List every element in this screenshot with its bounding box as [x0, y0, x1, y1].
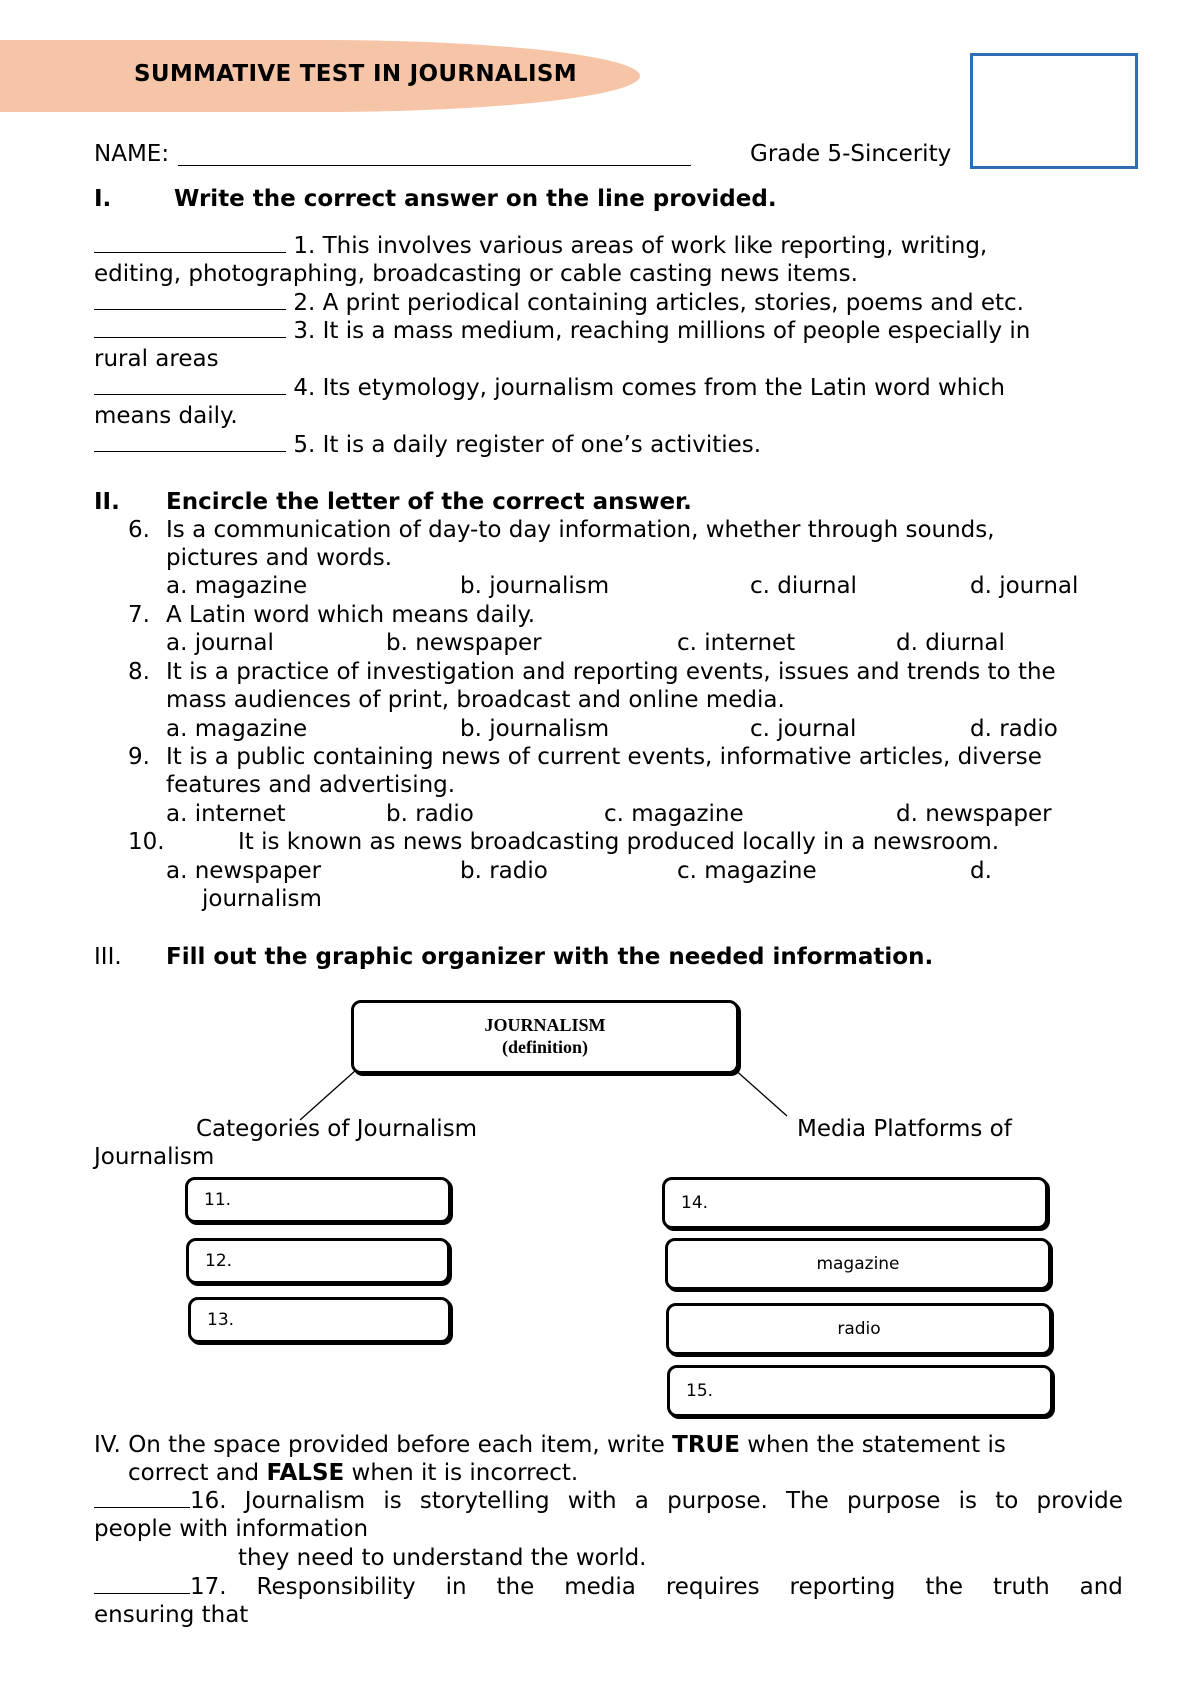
part4-instruction-cont [128, 1459, 578, 1487]
grade-section: Grade 5-Sincerity [750, 141, 952, 167]
statement-word: and [1079, 1574, 1123, 1600]
question-text-cont: features and advertising. [166, 772, 456, 798]
item-number: 3. [293, 318, 316, 344]
statement-word: storytelling [419, 1488, 550, 1514]
item-number: 17. [190, 1574, 227, 1600]
connector-left [300, 1070, 356, 1120]
right-column-heading-cont: Journalism [94, 1144, 215, 1170]
statement-cont: ensuring that [94, 1602, 249, 1628]
platform-label: radio [837, 1319, 881, 1339]
category-box[interactable] [188, 1297, 451, 1343]
category-box[interactable] [186, 1238, 450, 1284]
item-number: 4. [293, 375, 316, 401]
platform-box[interactable] [666, 1303, 1052, 1355]
part1-numeral: I. [94, 186, 112, 212]
statement-cont: they need to understand the world. [238, 1545, 647, 1571]
statement-word: is [958, 1488, 978, 1514]
choice-b[interactable]: b. journalism [460, 716, 610, 742]
choice-b[interactable]: b. newspaper [386, 630, 542, 656]
choice-d[interactable]: d. diurnal [896, 630, 1005, 656]
question-text-cont: rural areas [94, 346, 219, 372]
center-box-subtitle: (definition) [501, 1037, 588, 1057]
part4-instruction [94, 1431, 1006, 1459]
choice-a[interactable]: a. journal [166, 630, 274, 656]
item-number: 6. [128, 517, 150, 543]
choice-d[interactable]: d. journal [970, 573, 1079, 599]
part2-numeral: II. [94, 489, 120, 515]
question-16 [94, 1487, 1123, 1515]
part3-numeral: III. [94, 944, 122, 970]
question-text: It is a daily register of one’s activities. [322, 432, 762, 458]
part2-instruction: Encircle the letter of the correct answer. [166, 489, 692, 515]
question-text: This involves various areas of work like reporting, writing, [322, 233, 988, 259]
choice-a[interactable]: a. magazine [166, 716, 308, 742]
instruction-text: when the statement is [739, 1432, 1006, 1458]
choice-a[interactable]: a. magazine [166, 573, 308, 599]
choice-b[interactable]: b. radio [460, 858, 548, 884]
question-text-cont: pictures and words. [166, 545, 393, 571]
question-text: It is a practice of investigation and reporting events, issues and trends to the [166, 659, 1056, 685]
choice-d[interactable]: d. newspaper [896, 801, 1052, 827]
answer-blank[interactable] [94, 1573, 190, 1594]
question-text: Is a communication of day-to day information, whether through sounds, [166, 517, 995, 543]
platform-label: magazine [816, 1254, 900, 1274]
false-keyword: FALSE [266, 1460, 345, 1486]
statement-word: truth [993, 1574, 1050, 1600]
choice-c[interactable]: c. magazine [677, 858, 817, 884]
choice-d[interactable]: d. [970, 858, 992, 884]
organizer-center-box[interactable] [351, 1000, 739, 1074]
item-number: 7. [128, 602, 150, 628]
statement-word: purpose [847, 1488, 941, 1514]
statement-word: is [383, 1488, 402, 1514]
question-17 [94, 1573, 1123, 1601]
box-number: 15. [686, 1381, 714, 1401]
item-number: 10. [128, 829, 165, 855]
statement-word: purpose. [667, 1488, 768, 1514]
box-number: 14. [681, 1193, 709, 1213]
statement-word: provide [1036, 1488, 1123, 1514]
platform-box[interactable] [667, 1365, 1053, 1417]
choice-c[interactable]: c. diurnal [750, 573, 857, 599]
choice-a[interactable]: a. internet [166, 801, 286, 827]
question-text-cont: mass audiences of print, broadcast and online media. [166, 687, 785, 713]
statement-word: the [925, 1574, 964, 1600]
question-text: A Latin word which means daily. [166, 602, 536, 628]
question-text: A print periodical containing articles, stories, poems and etc. [322, 290, 1024, 316]
choice-c[interactable]: c. magazine [604, 801, 744, 827]
question-text: It is a mass medium, reaching millions of people especially in [322, 318, 1031, 344]
statement-word: with [567, 1488, 617, 1514]
box-number: 11. [204, 1190, 232, 1210]
question-text: Its etymology, journalism comes from the Latin word which [322, 375, 1005, 401]
item-number: 9. [128, 744, 150, 770]
statement-word: requires [665, 1574, 760, 1600]
statement-word: The [786, 1488, 829, 1514]
center-box-title: JOURNALISM [484, 1015, 606, 1035]
part4-numeral: IV. [94, 1432, 121, 1458]
statement-word: Journalism [244, 1488, 366, 1514]
right-column-heading: Media Platforms of [797, 1116, 1012, 1142]
choice-c[interactable]: c. journal [750, 716, 857, 742]
page-title: SUMMATIVE TEST IN JOURNALISM [134, 61, 577, 87]
statement-word: Responsibility [256, 1574, 416, 1600]
box-number: 12. [205, 1251, 233, 1271]
name-label: NAME: [94, 141, 170, 167]
item-number: 1. [293, 233, 316, 259]
instruction-text: On the space provided before each item, write [128, 1432, 673, 1458]
statement-word: the [496, 1574, 535, 1600]
statement-word: media [564, 1574, 636, 1600]
choice-b[interactable]: b. journalism [460, 573, 610, 599]
part1-instruction: Write the correct answer on the line provided. [174, 186, 777, 212]
connector-right [733, 1068, 787, 1116]
choice-d-cont: journalism [202, 886, 322, 912]
statement-word: reporting [789, 1574, 896, 1600]
statement-cont: people with information [94, 1516, 369, 1542]
statement-word: to [995, 1488, 1019, 1514]
choice-d[interactable]: d. radio [970, 716, 1058, 742]
item-number: 2. [293, 290, 316, 316]
item-number: 8. [128, 659, 150, 685]
question-text-cont: editing, photographing, broadcasting or cable casting news items. [94, 261, 858, 287]
category-box[interactable] [185, 1177, 451, 1223]
platform-box[interactable] [665, 1238, 1051, 1290]
question-text: It is a public containing news of current events, informative articles, diverse [166, 744, 1042, 770]
platform-box[interactable] [662, 1177, 1048, 1229]
box-number: 13. [207, 1310, 235, 1330]
true-keyword: TRUE [672, 1432, 740, 1458]
question-text: It is known as news broadcasting produced locally in a newsroom. [238, 829, 1000, 855]
choice-c[interactable]: c. internet [677, 630, 796, 656]
item-number: 5. [293, 432, 316, 458]
item-number: 16. [190, 1488, 227, 1514]
left-column-heading: Categories of Journalism [196, 1116, 478, 1142]
instruction-text: correct and [128, 1460, 267, 1486]
choice-b[interactable]: b. radio [386, 801, 474, 827]
statement-word: a [634, 1488, 649, 1514]
statement-word: in [445, 1574, 467, 1600]
question-text-cont: means daily. [94, 403, 238, 429]
answer-blank[interactable] [94, 1487, 190, 1508]
instruction-text: when it is incorrect. [344, 1460, 579, 1486]
choice-a[interactable]: a. newspaper [166, 858, 322, 884]
part3-instruction: Fill out the graphic organizer with the needed information. [166, 944, 934, 970]
